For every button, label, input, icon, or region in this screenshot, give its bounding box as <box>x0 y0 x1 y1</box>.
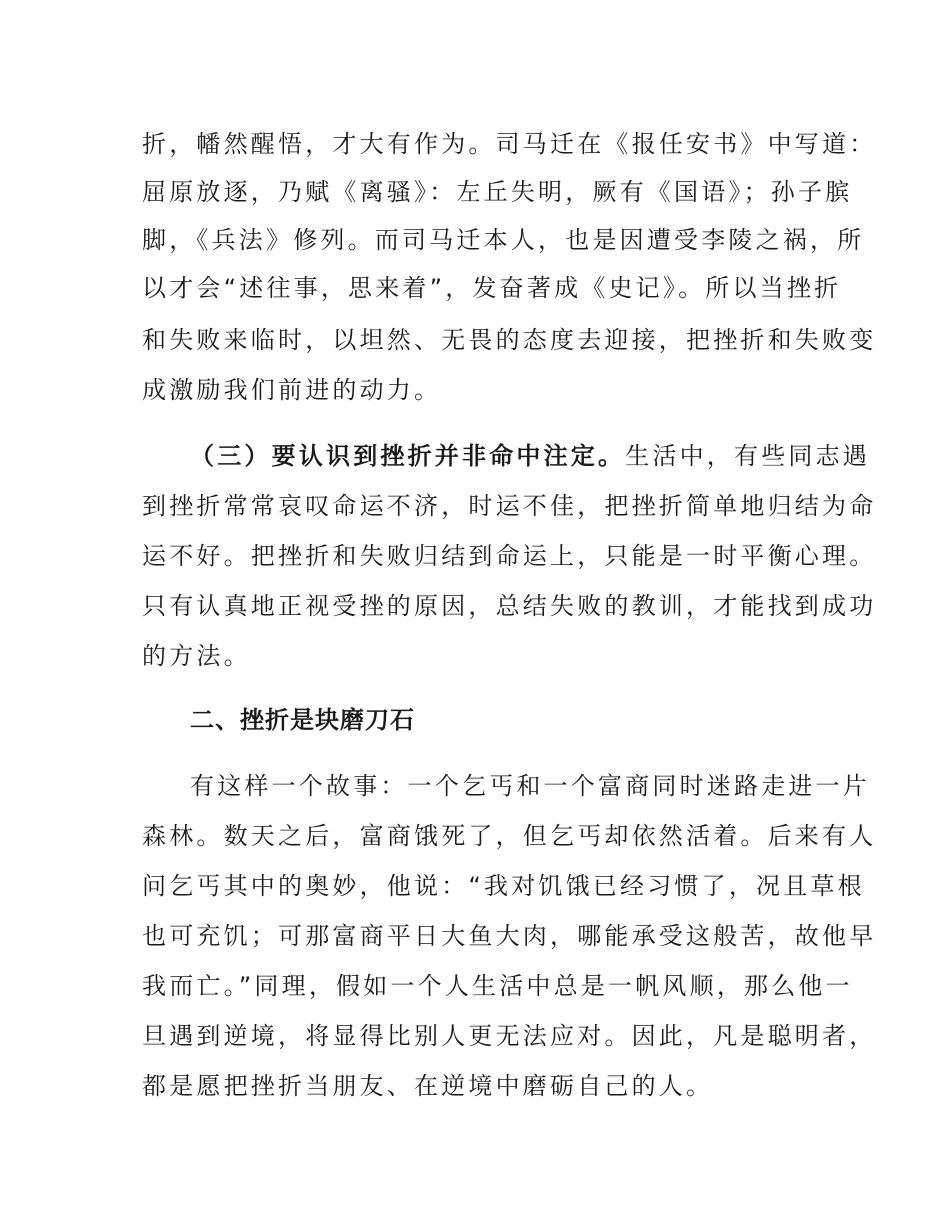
paragraph-line: 都是愿把挫折当朋友、在逆境中磨砺自己的人。 <box>142 1072 714 1100</box>
paragraph-line: 问乞丐其中的奥妙，他说：“我对饥饿已经习惯了，况且草根 <box>142 872 865 900</box>
paragraph-line: 折，幡然醒悟，才大有作为。司马迁在《报任安书》中写道： <box>142 130 877 158</box>
paragraph-line: 旦遇到逆境，将显得比别人更无法应对。因此，凡是聪明者， <box>142 1022 877 1050</box>
paragraph-line: 脚，《兵法》修列。而司马迁本人，也是因遭受李陵之祸，所 <box>142 226 865 254</box>
paragraph-first-line: 有这样一个故事：一个乞丐和一个富商同时迷路走进一片 <box>190 772 870 800</box>
paragraph-line: 只有认真地正视受挫的原因，总结失败的教训，才能找到成功 <box>142 592 877 620</box>
paragraph-line: 成激励我们前进的动力。 <box>142 376 442 404</box>
paragraph-line: 我而亡。”同理，假如一个人生活中总是一帆风顺，那么他一 <box>142 972 853 1000</box>
paragraph-text: 生活中，有些同志遇 <box>625 442 871 470</box>
paragraph-line: 到挫折常常哀叹命运不济，时运不佳，把挫折简单地归结为命 <box>142 492 877 520</box>
paragraph-line: 运不好。把挫折和失败归结到命运上，只能是一时平衡心理。 <box>142 542 877 570</box>
section-heading: 二、挫折是块磨刀石 <box>190 706 415 734</box>
paragraph-first-line <box>190 432 871 480</box>
paragraph-line: 的方法。 <box>142 642 251 670</box>
paragraph-line: 和失败来临时，以坦然、无畏的态度去迎接，把挫折和失败变 <box>142 326 877 354</box>
subsection-title: （三）要认识到挫折并非命中注定。 <box>190 442 626 470</box>
paragraph-line: 森林。数天之后，富商饿死了，但乞丐却依然活着。后来有人 <box>142 822 877 850</box>
paragraph-line: 屈原放逐，乃赋《离骚》：左丘失明，厥有《国语》；孙子膑 <box>142 178 853 206</box>
paragraph-line: 以才会“述往事，思来着”，发奋著成《史记》。所以当挫折 <box>142 274 842 302</box>
paragraph-line: 也可充饥；可那富商平日大鱼大肉，哪能承受这般苦，故他早 <box>142 922 877 950</box>
